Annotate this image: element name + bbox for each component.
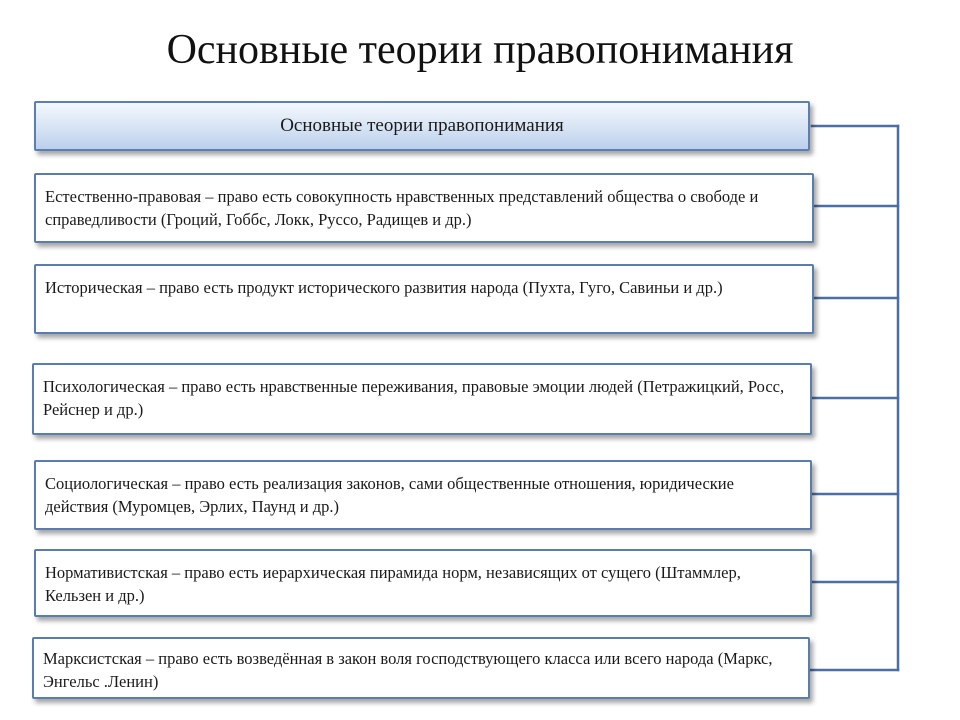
theory-text: Нормативистская – право есть иерархическая пирамида норм, независящих от сущего (Штаммлер, Кельзен и др.) (45, 563, 741, 605)
diagram-header-label: Основные теории правопонимания (280, 115, 564, 136)
theory-text: Историческая – право есть продукт исторического развития народа (Пухта, Гуго, Савиньи и др.) (45, 278, 723, 297)
theory-box-psychological (32, 363, 812, 435)
diagram-header-box (34, 101, 810, 151)
theory-text: Социологическая – право есть реализация законов, сами общественные отношения, юридические действия (Муромцев, Эрлих, Паунд и др.) (45, 474, 734, 516)
theory-text: Марксистская – право есть возведённая в закон воля господствующего класса или всего народа (Маркс, Энгельс .Ленин) (43, 649, 773, 691)
theory-box-historical (34, 264, 814, 334)
theory-box-natural-law (34, 173, 814, 243)
theory-box-marxist (32, 637, 810, 699)
theory-text: Естественно-правовая – право есть совокупность нравственных представлений общества о свободе и справедливости (Гроций, Гоббс, Локк, Руссо, Радищев и др.) (45, 187, 759, 229)
slide-title: Основные теории правопонимания (166, 27, 794, 73)
theory-box-normativist (34, 549, 812, 617)
theory-box-sociological (34, 460, 812, 530)
theory-text: Психологическая – право есть нравственные переживания, правовые эмоции людей (Петражицкий, Росс, Рейснер и др.) (43, 377, 785, 419)
